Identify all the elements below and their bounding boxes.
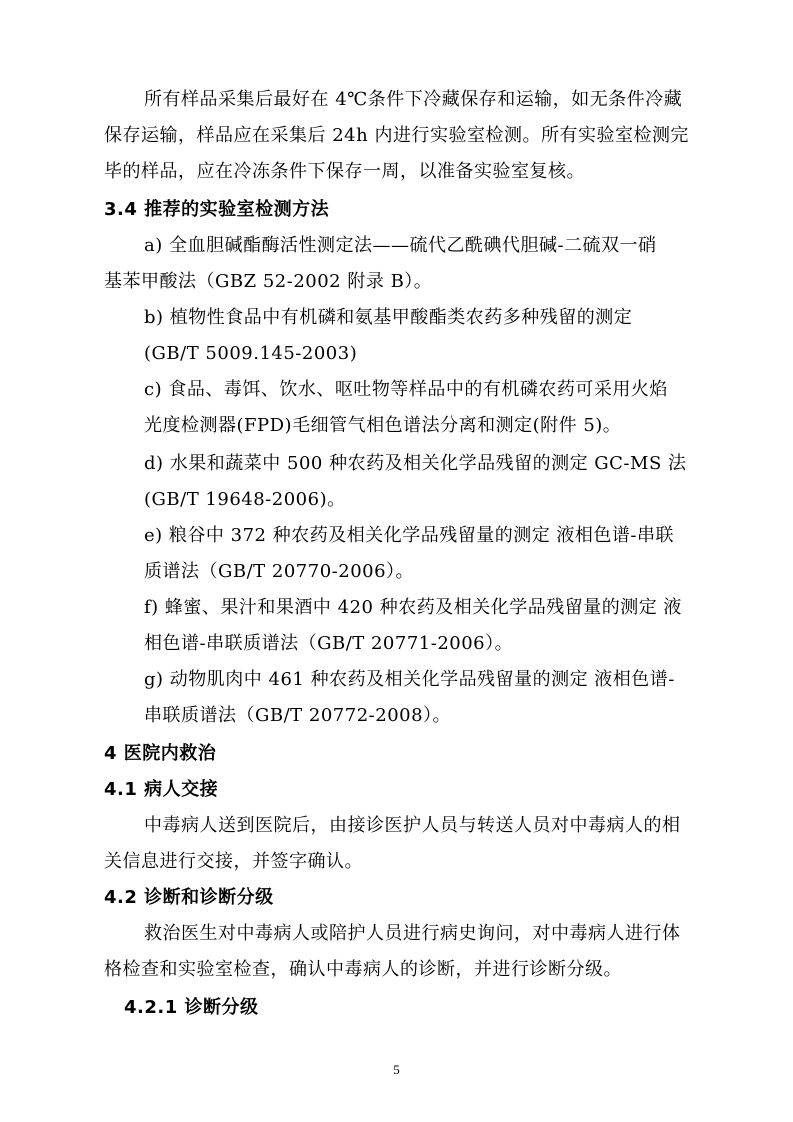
- list-item-g-line1: g) 动物肌肉中 461 种农药及相关化学品残留量的测定 液相色谱-: [144, 669, 675, 690]
- section-heading-4-2-1: 4.2.1 诊断分级: [124, 997, 259, 1018]
- paragraph-line: 格检查和实验室检查，确认中毒病人的诊断，并进行诊断分级。: [104, 959, 622, 980]
- section-heading-4-1: 4.1 病人交接: [104, 779, 219, 800]
- section-heading-3-4: 3.4 推荐的实验室检测方法: [104, 199, 330, 220]
- paragraph-line: 毕的样品，应在冷冻条件下保存一周，以准备实验室复核。: [104, 161, 585, 182]
- list-item-g-line2: 串联质谱法（GB/T 20772-2008）。: [144, 705, 452, 726]
- list-item-b-line1: b) 植物性食品中有机磷和氨基甲酸酯类农药多种残留的测定: [144, 307, 633, 328]
- list-item-a-line2: 基苯甲酸法（GBZ 52-2002 附录 B）。: [104, 271, 433, 292]
- list-item-d-line2: (GB/T 19648-2006)。: [144, 489, 346, 510]
- list-item-e-line1: e) 粮谷中 372 种农药及相关化学品残留量的测定 液相色谱-串联: [144, 525, 674, 546]
- list-item-b-line2: (GB/T 5009.145-2003): [144, 343, 358, 364]
- page-number: 5: [393, 1062, 400, 1077]
- paragraph-line: 所有样品采集后最好在 4℃条件下冷藏保存和运输，如无条件冷藏: [144, 89, 683, 110]
- list-item-f-line1: f) 蜂蜜、果汁和果酒中 420 种农药及相关化学品残留量的测定 液: [144, 597, 682, 618]
- list-item-d-line1: d) 水果和蔬菜中 500 种农药及相关化学品残留的测定 GC-MS 法: [144, 453, 687, 474]
- paragraph-line: 救治医生对中毒病人或陪护人员进行病史询问，对中毒病人进行体: [144, 923, 681, 944]
- paragraph-line: 保存运输，样品应在采集后 24h 内进行实验室检测。所有实验室检测完: [104, 125, 689, 146]
- section-heading-4-2: 4.2 诊断和诊断分级: [104, 887, 274, 908]
- list-item-a-line1: a) 全血胆碱酯酶活性测定法——硫代乙酰碘代胆碱-二硫双一硝: [144, 235, 657, 256]
- list-item-e-line2: 质谱法（GB/T 20770-2006）。: [144, 561, 415, 582]
- paragraph-line: 中毒病人送到医院后，由接诊医护人员与转送人员对中毒病人的相: [144, 815, 681, 836]
- list-item-f-line2: 相色谱-串联质谱法（GB/T 20771-2006）。: [144, 633, 514, 654]
- list-item-c-line1: c) 食品、毒饵、饮水、呕吐物等样品中的有机磷农药可采用火焰: [144, 379, 668, 400]
- section-heading-4: 4 医院内救治: [104, 743, 217, 764]
- paragraph-line: 关信息进行交接，并签字确认。: [104, 851, 363, 872]
- list-item-c-line2: 光度检测器(FPD)毛细管气相色谱法分离和测定(附件 5)。: [144, 415, 622, 436]
